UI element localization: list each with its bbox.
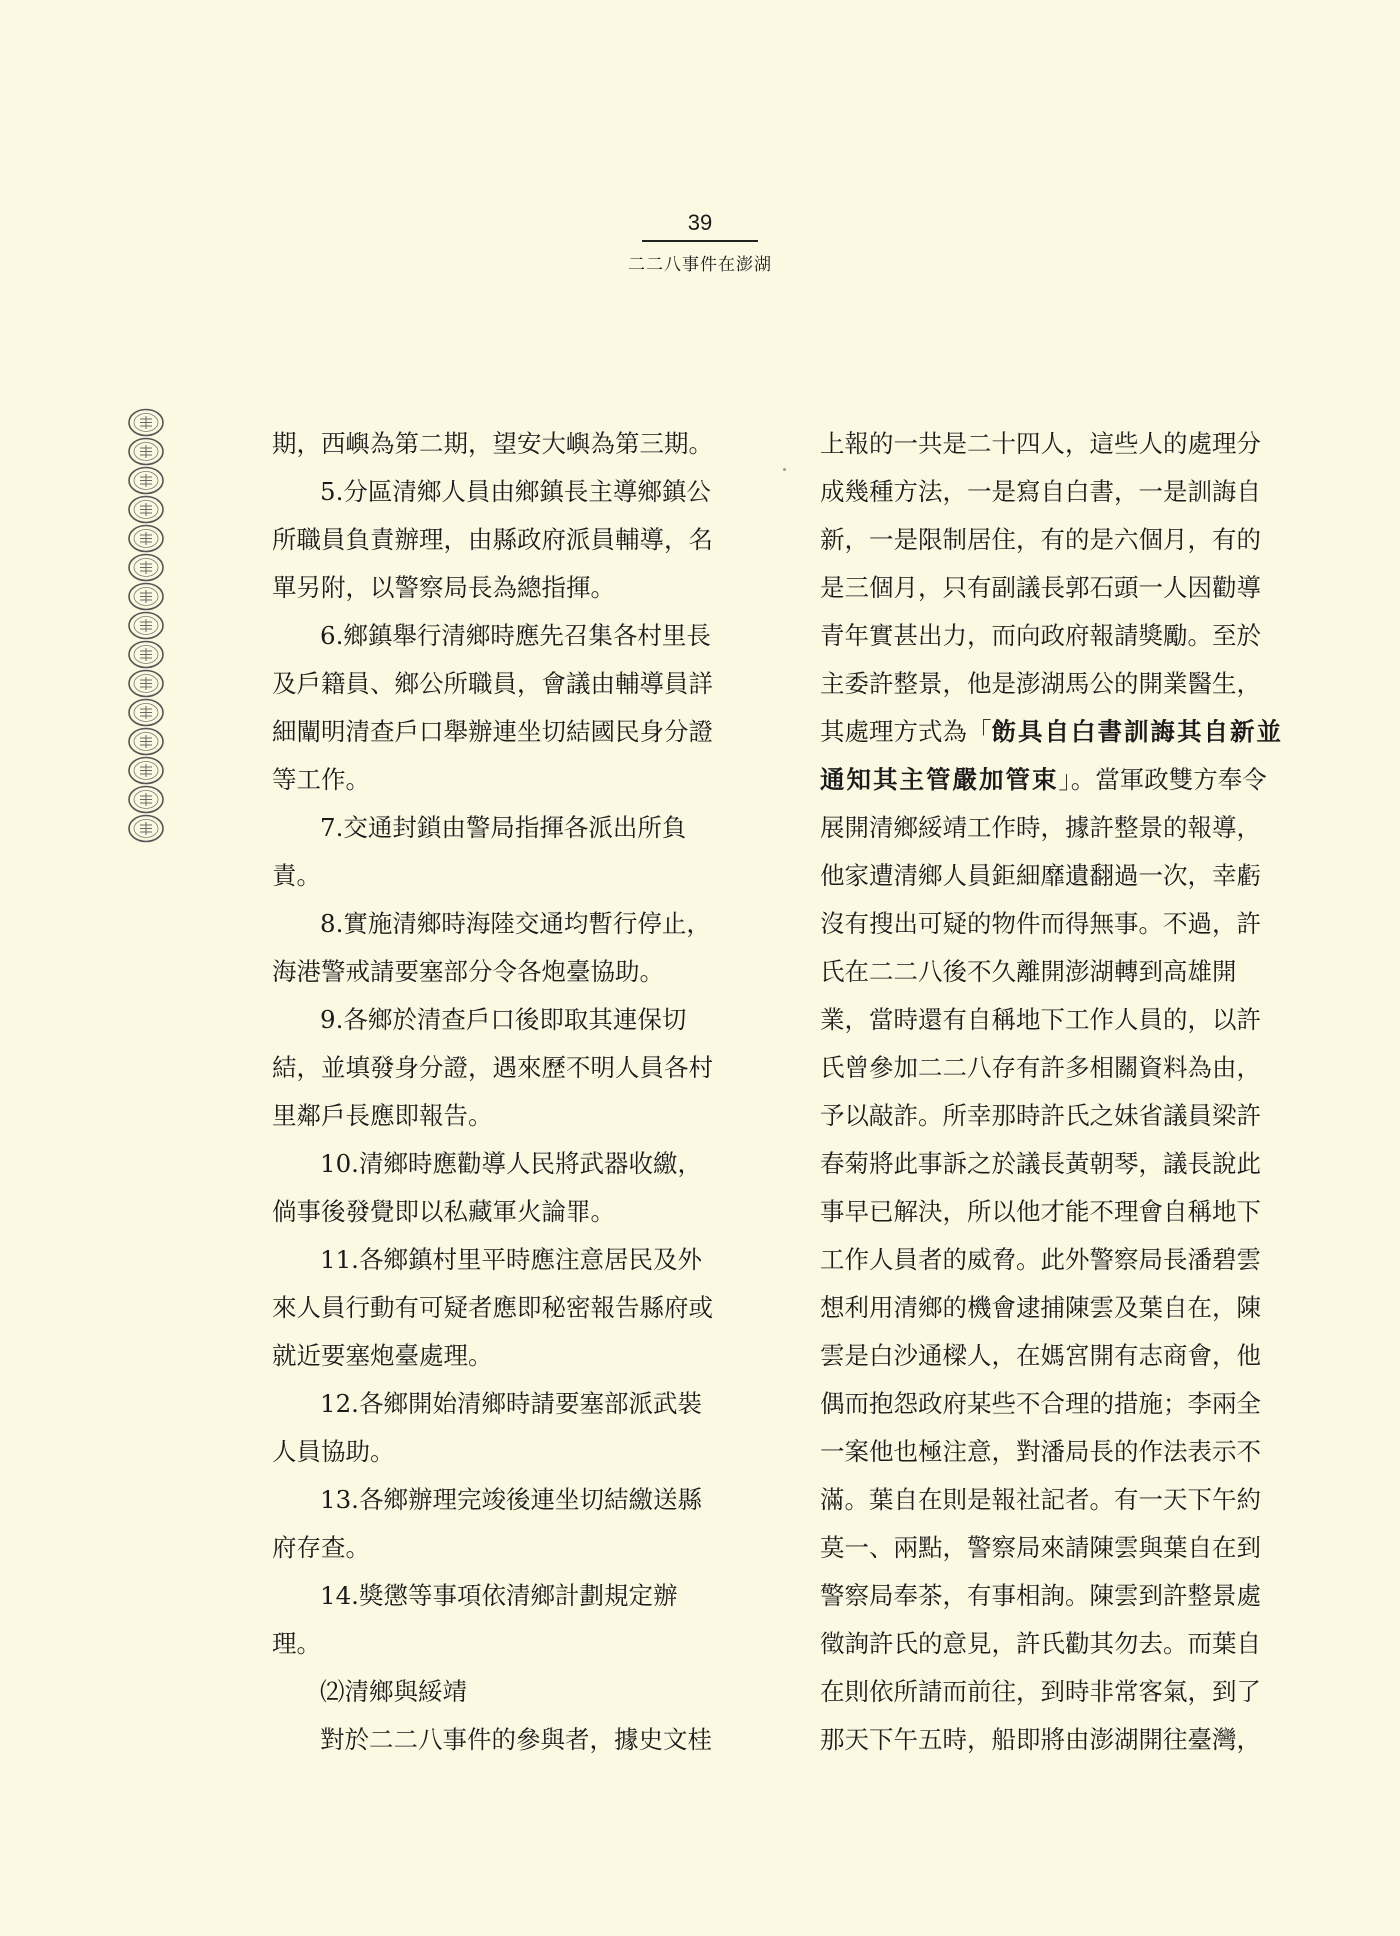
- text-line: 青年實甚出力，而向政府報請獎勵。至於: [820, 621, 1261, 650]
- text-line: 5.分區清鄉人員由鄉鎮長主導鄉鎮公: [320, 477, 711, 506]
- text-line: 10.清鄉時應勸導人民將武器收繳，: [320, 1149, 702, 1178]
- text-line: 倘事後發覺即以私藏軍火論罪。: [272, 1197, 615, 1226]
- text-line: 8.實施清鄉時海陸交通均暫行停止，: [320, 909, 711, 938]
- page-number: 39: [642, 210, 758, 242]
- text-line: 是三個月，只有副議長郭石頭一人因勸導: [820, 573, 1261, 602]
- text-line: 成幾種方法，一是寫自白書，一是訓誨自: [820, 477, 1261, 506]
- text-line: 主委許整景，他是澎湖馬公的開業醫生，: [820, 669, 1261, 698]
- seal-stamp-icon: [126, 408, 166, 437]
- text-line: 等工作。: [272, 765, 370, 794]
- column-divider-mark: [783, 468, 786, 471]
- text-line: 結，並填發身分證，遇來歷不明人員各村: [272, 1053, 713, 1082]
- text-line: 事早已解決，所以他才能不理會自稱地下: [820, 1197, 1261, 1226]
- seal-stamp-icon: [126, 582, 166, 611]
- text-line: 理。: [272, 1629, 321, 1658]
- seal-stamp-icon: [126, 437, 166, 466]
- text-segment: 」。當軍政雙方奉令: [1058, 765, 1267, 794]
- text-line: 雲是白沙通樑人，在媽宮開有志商會，他: [820, 1341, 1261, 1370]
- seal-stamp-icon: [126, 640, 166, 669]
- text-line: 里鄰戶長應即報告。: [272, 1101, 493, 1130]
- text-line: 14.獎懲等事項依清鄉計劃規定辦: [320, 1581, 678, 1610]
- text-line: 徵詢許氏的意見，許氏勸其勿去。而葉自: [820, 1629, 1261, 1658]
- text-line: 11.各鄉鎮村里平時應注意居民及外: [320, 1245, 702, 1274]
- text-line: 海港警戒請要塞部分令各炮臺協助。: [272, 957, 664, 986]
- text-line: 就近要塞炮臺處理。: [272, 1341, 493, 1370]
- text-line: 細闡明清查戶口舉辦連坐切結國民身分證: [272, 717, 713, 746]
- seal-stamp-icon: [126, 466, 166, 495]
- seal-stamp-icon: [126, 785, 166, 814]
- text-line: 9.各鄉於清查戶口後即取其連保切: [320, 1005, 687, 1034]
- text-line: 那天下午五時，船即將由澎湖開往臺灣，: [820, 1725, 1261, 1754]
- text-line: 業，當時還有自稱地下工作人員的，以許: [820, 1005, 1261, 1034]
- page-header: [0, 210, 1400, 275]
- text-line: 展開清鄉綏靖工作時，據許整景的報導，: [820, 813, 1261, 842]
- seal-stamp-icon: [126, 495, 166, 524]
- text-line: 7.交通封鎖由警局指揮各派出所負: [320, 813, 687, 842]
- seal-stamp-icon: [126, 669, 166, 698]
- right-column-text: [820, 420, 1290, 1764]
- text-line: [820, 756, 1290, 804]
- decorative-seal-strip: [126, 408, 166, 843]
- running-title: 二二八事件在澎湖: [628, 255, 772, 275]
- seal-stamp-icon: [126, 756, 166, 785]
- text-line: 氏曾參加二二八存有許多相關資料為由，: [820, 1053, 1261, 1082]
- text-line: 警察局奉茶，有事相詢。陳雲到許整景處: [820, 1581, 1261, 1610]
- text-line: 莫一、兩點，警察局來請陳雲與葉自在到: [820, 1533, 1261, 1562]
- text-line: 期，西嶼為第二期，望安大嶼為第三期。: [272, 429, 713, 458]
- text-line: 春菊將此事訴之於議長黃朝琴，議長說此: [820, 1149, 1261, 1178]
- text-line: 府存查。: [272, 1533, 370, 1562]
- text-line: 滿。葉自在則是報社記者。有一天下午約: [820, 1485, 1261, 1514]
- seal-stamp-icon: [126, 814, 166, 843]
- seal-stamp-icon: [126, 698, 166, 727]
- text-line: 責。: [272, 861, 321, 890]
- text-line: 及戶籍員、鄉公所職員，會議由輔導員詳: [272, 669, 713, 698]
- text-line: 在則依所請而前往，到時非常客氣，到了: [820, 1677, 1261, 1706]
- text-line: 偶而抱怨政府某些不合理的措施；李兩全: [820, 1389, 1261, 1418]
- text-line: 所職員負責辦理，由縣政府派員輔導，名: [272, 525, 713, 554]
- text-line: 他家遭清鄉人員鉅細靡遺翻過一次，幸虧: [820, 861, 1261, 890]
- text-line: 想利用清鄉的機會逮捕陳雲及葉自在，陳: [820, 1293, 1261, 1322]
- left-column-text: [272, 420, 742, 1764]
- text-line: 予以敲詐。所幸那時許氏之妹省議員梁許: [820, 1101, 1261, 1130]
- text-line: 沒有搜出可疑的物件而得無事。不過，許: [820, 909, 1261, 938]
- text-line: ⑵清鄉與綏靖: [320, 1677, 467, 1706]
- text-line: 12.各鄉開始清鄉時請要塞部派武裝: [320, 1389, 702, 1418]
- seal-stamp-icon: [126, 553, 166, 582]
- text-line: 氏在二二八後不久離開澎湖轉到高雄開: [820, 957, 1237, 986]
- text-line: 人員協助。: [272, 1437, 395, 1466]
- text-line: [820, 708, 1290, 756]
- seal-stamp-icon: [126, 524, 166, 553]
- quoted-emphasis: 通知其主管嚴加管束: [820, 765, 1059, 794]
- text-line: 單另附，以警察局長為總指揮。: [272, 573, 615, 602]
- quoted-emphasis: 飭具自白書訓誨其自新並: [991, 717, 1283, 746]
- text-line: 來人員行動有可疑者應即秘密報告縣府或: [272, 1293, 713, 1322]
- seal-stamp-icon: [126, 727, 166, 756]
- text-line: 新，一是限制居住，有的是六個月，有的: [820, 525, 1261, 554]
- text-line: 13.各鄉辦理完竣後連坐切結繳送縣: [320, 1485, 702, 1514]
- text-line: 工作人員者的威脅。此外警察局長潘碧雲: [820, 1245, 1261, 1274]
- seal-stamp-icon: [126, 611, 166, 640]
- text-line: 上報的一共是二十四人，這些人的處理分: [820, 429, 1261, 458]
- text-line: 對於二二八事件的參與者，據史文桂: [320, 1725, 712, 1754]
- text-segment: 其處理方式為「: [820, 717, 992, 746]
- text-line: 6.鄉鎮舉行清鄉時應先召集各村里長: [320, 621, 711, 650]
- text-line: 一案他也極注意，對潘局長的作法表示不: [820, 1437, 1261, 1466]
